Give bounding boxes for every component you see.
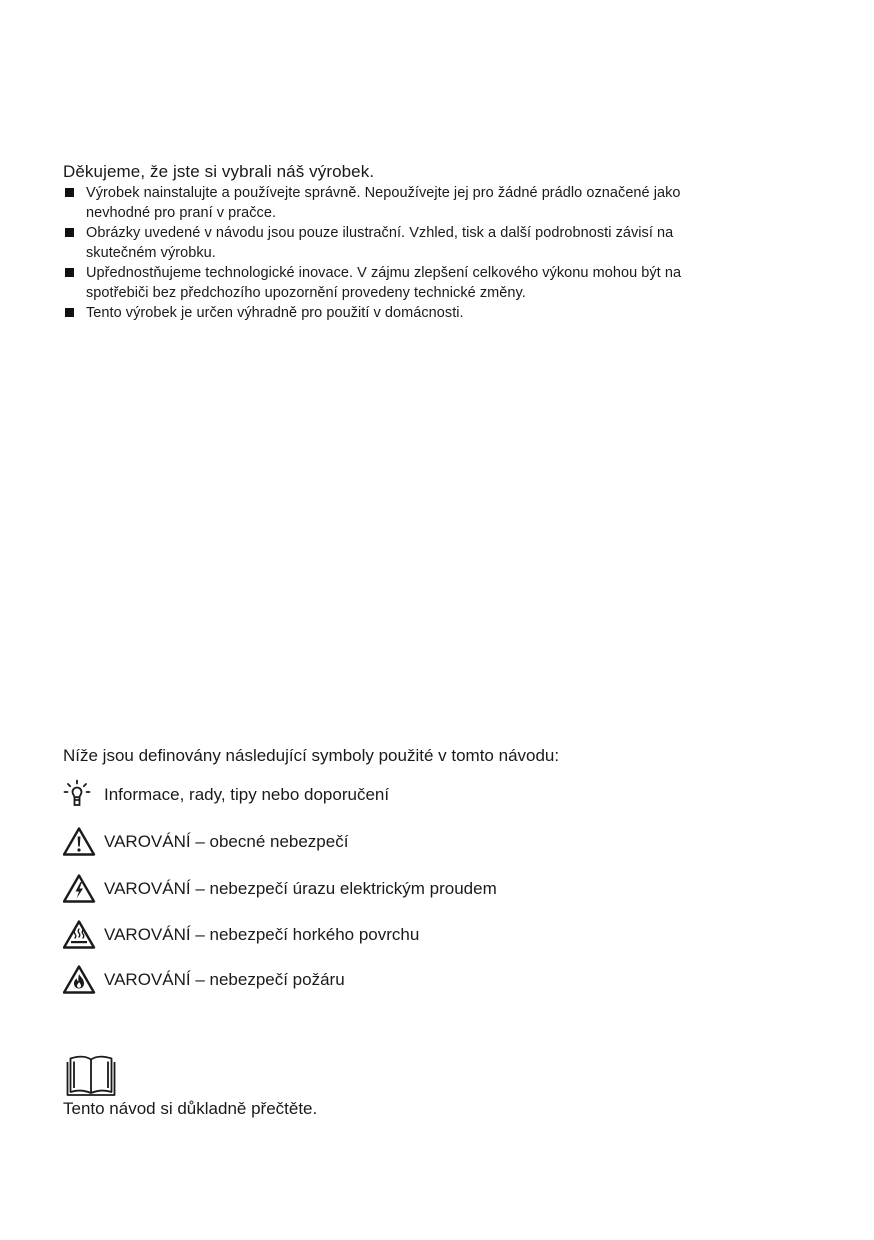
square-bullet-icon (65, 308, 74, 317)
list-item (63, 263, 783, 303)
warning-fire-icon (63, 964, 97, 996)
symbol-row-fire-warning (63, 964, 345, 996)
bullet-text-line: Obrázky uvedené v návodu jsou pouze ilustrační. Vzhled, tisk a další podrobnosti závisí na (86, 225, 674, 241)
symbol-label: VAROVÁNÍ – nebezpečí požáru (104, 970, 345, 989)
symbol-label: VAROVÁNÍ – nebezpečí horkého povrchu (104, 925, 420, 944)
list-item (63, 183, 783, 223)
symbol-row-electric-warning (63, 873, 497, 905)
read-manual-note: Tento návod si důkladně přečtěte. (63, 1099, 318, 1118)
symbol-row-info (63, 779, 389, 811)
warning-general-icon (63, 826, 97, 858)
square-bullet-icon (65, 188, 74, 197)
bullet-text-line: Upřednostňujeme technologické inovace. V zájmu zlepšení celkového výkonu mohou být na (86, 265, 682, 281)
symbol-row-hot-surface-warning (63, 919, 419, 951)
square-bullet-icon (65, 268, 74, 277)
list-item (63, 303, 783, 323)
bullet-text-line: skutečném výrobku. (86, 245, 216, 261)
bullet-text-line: spotřebiči bez předchozího upozornění provedeny technické změny. (86, 285, 526, 301)
symbols-heading: Níže jsou definovány následující symboly použité v tomto návodu: (63, 746, 560, 765)
intro-bullet-list (63, 183, 783, 323)
square-bullet-icon (65, 228, 74, 237)
symbol-row-general-warning (63, 826, 348, 858)
lightbulb-icon (63, 779, 97, 811)
bullet-text-line: Tento výrobek je určen výhradně pro použití v domácnosti. (86, 305, 464, 321)
open-book-icon (65, 1053, 117, 1097)
symbol-label: Informace, rady, tipy nebo doporučení (104, 785, 390, 804)
symbol-label: VAROVÁNÍ – nebezpečí úrazu elektrickým proudem (104, 879, 497, 898)
bullet-text-line: Výrobek nainstalujte a používejte správně. Nepoužívejte jej pro žádné prádlo označené jako (86, 185, 681, 201)
symbol-label: VAROVÁNÍ – obecné nebezpečí (104, 832, 349, 851)
warning-electric-icon (63, 873, 97, 905)
intro-heading: Děkujeme, že jste si vybrali náš výrobek. (63, 162, 375, 181)
bullet-text-line: nevhodné pro praní v pračce. (86, 205, 277, 221)
list-item (63, 223, 783, 263)
warning-hot-surface-icon (63, 919, 97, 951)
